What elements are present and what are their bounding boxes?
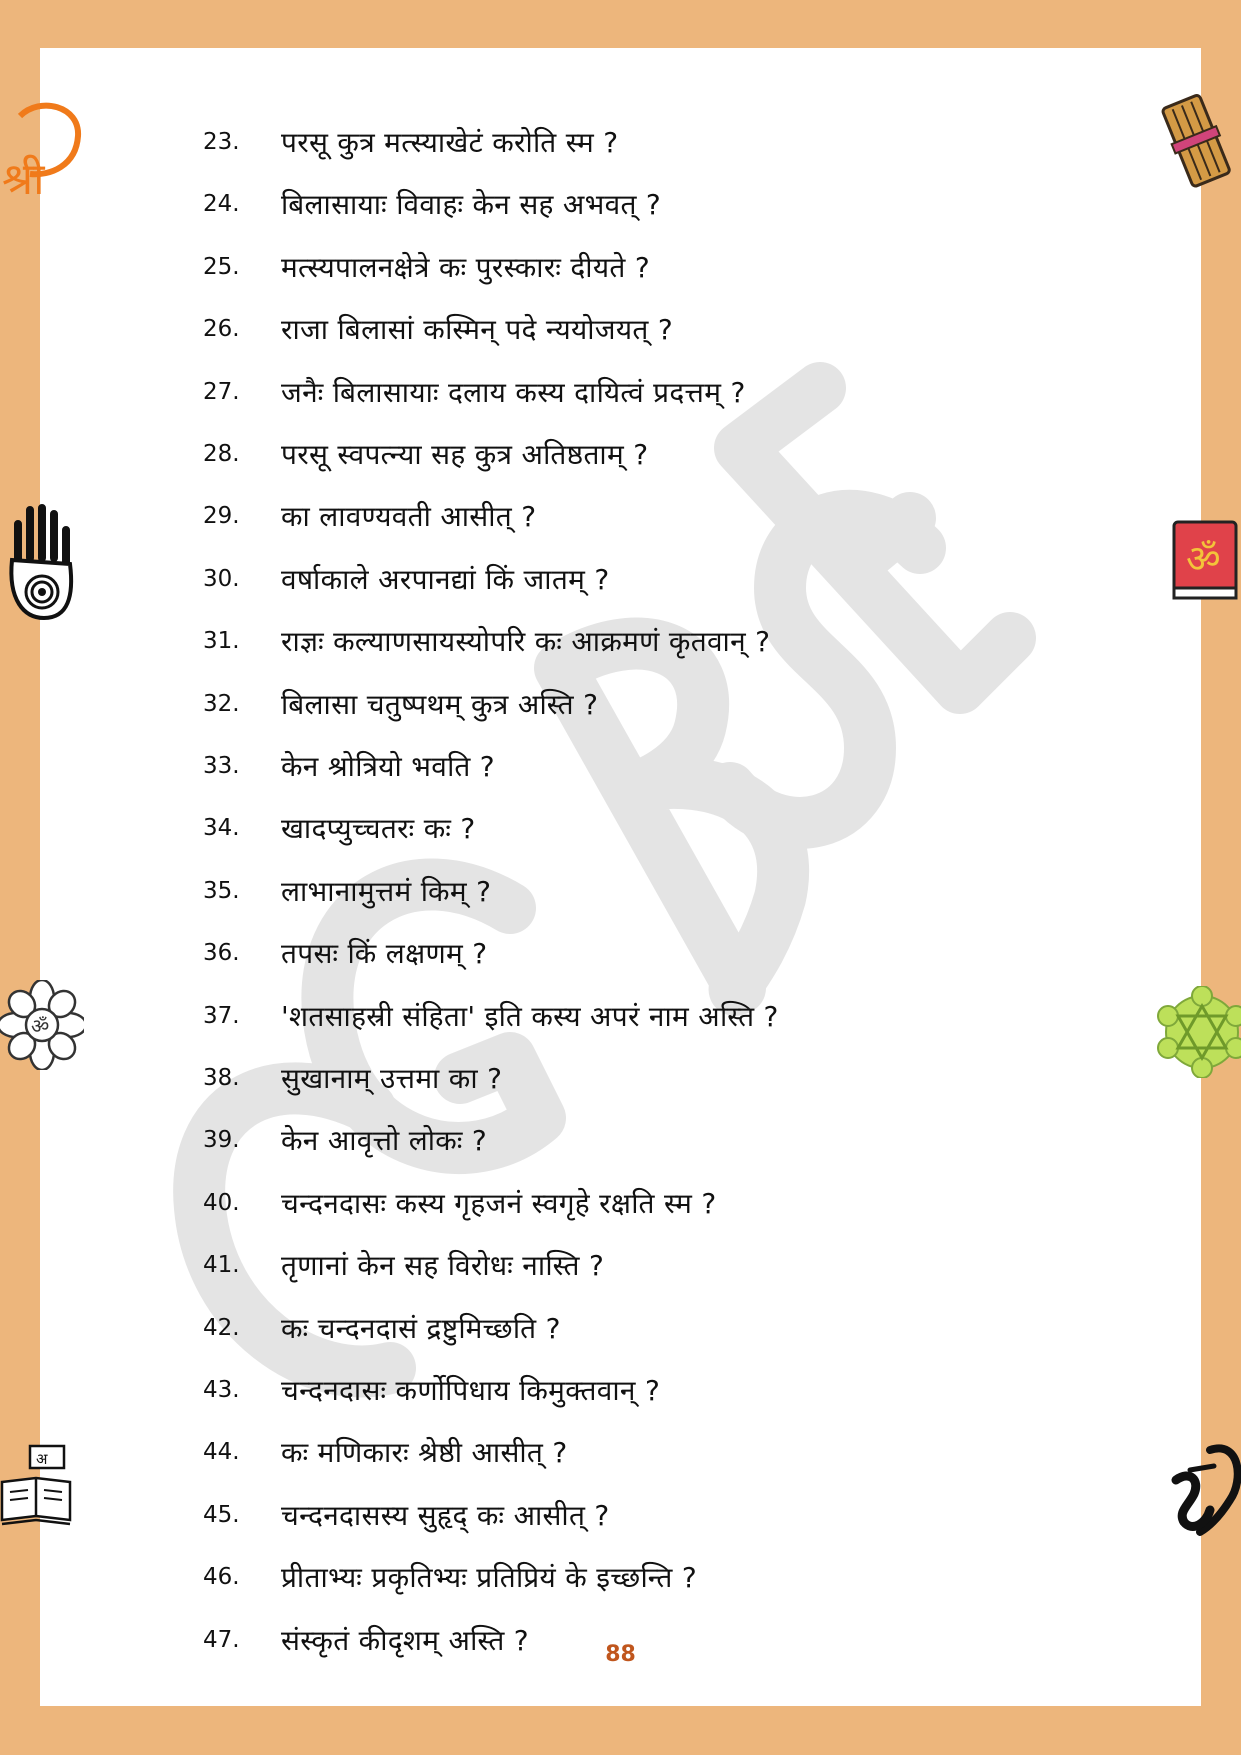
question-text: खादप्युच्चतरः कः ?	[281, 812, 476, 846]
question-item	[203, 301, 673, 357]
question-text: 'शतसाहस्री संहिता' इति कस्य अपरं नाम अस्ति ?	[281, 999, 779, 1033]
question-number: 30.	[203, 565, 240, 592]
question-item	[203, 925, 487, 981]
question-text: लाभानामुत्तमं किम् ?	[281, 874, 492, 908]
scroll-icon	[1158, 90, 1238, 190]
question-item	[203, 1300, 561, 1356]
question-number: 43.	[203, 1377, 240, 1403]
question-item	[203, 1050, 502, 1106]
question-number: 39.	[203, 1127, 240, 1154]
question-number: 35.	[203, 877, 240, 904]
question-text: राजा बिलासां कस्मिन् पदे न्ययोजयत् ?	[281, 313, 674, 347]
question-item	[203, 988, 779, 1044]
question-number: 47.	[203, 1626, 240, 1653]
question-text: परसू कुत्र मत्स्याखेटं करोति स्म ?	[281, 126, 619, 159]
question-number: 31.	[203, 628, 240, 655]
question-text: सुखानाम् उत्तमा का ?	[281, 1062, 503, 1095]
question-number: 41.	[203, 1252, 240, 1279]
question-number: 45.	[203, 1501, 240, 1528]
question-item	[203, 676, 598, 732]
question-item	[203, 800, 476, 856]
question-text: कः मणिकारः श्रेष्ठी आसीत् ?	[281, 1436, 568, 1470]
question-item	[203, 1237, 604, 1293]
page-number: 88	[605, 1642, 636, 1667]
question-number: 24.	[203, 191, 240, 218]
question-number: 26.	[203, 316, 240, 343]
question-number: 40.	[203, 1189, 240, 1216]
question-number: 37.	[203, 1002, 240, 1029]
question-item	[203, 613, 770, 669]
question-text: केन आवृत्तो लोकः ?	[281, 1124, 488, 1158]
page	[40, 48, 1201, 1706]
question-text: बिलासा चतुष्पथम् कुत्र अस्ति ?	[281, 687, 599, 721]
question-number: 34.	[203, 815, 240, 842]
question-number: 44.	[203, 1439, 240, 1466]
book-icon	[0, 1444, 74, 1528]
question-text: बिलासायाः विवाहः केन सह अभवत् ?	[281, 188, 662, 222]
question-text: राज्ञः कल्याणसायस्योपरि कः आक्रमणं कृतवान् ?	[281, 625, 771, 659]
question-item	[203, 364, 746, 420]
question-item	[203, 863, 491, 919]
question-item	[203, 1362, 660, 1418]
question-item	[203, 426, 648, 482]
question-text: प्रीताभ्यः प्रकृतिभ्यः प्रतिप्रियं के इच्छन्ति ?	[281, 1561, 697, 1595]
question-item	[203, 239, 650, 295]
om-lotus-icon	[0, 980, 84, 1070]
question-text: चन्दनदासः कस्य गृहजनं स्वगृहे रक्षति स्म ?	[281, 1186, 717, 1220]
question-item	[203, 1424, 568, 1480]
question-number: 28.	[203, 441, 240, 467]
question-number: 23.	[203, 129, 240, 155]
shri-icon	[0, 96, 84, 206]
question-text: का लावण्यवती आसीत् ?	[281, 500, 537, 534]
question-text: चन्दनदासः कर्णोपिधाय किमुक्तवान् ?	[281, 1374, 661, 1407]
question-text: तपसः किं लक्षणम् ?	[281, 937, 488, 971]
question-text: मत्स्यपालनक्षेत्रे कः पुरस्कारः दीयते ?	[281, 250, 651, 284]
question-number: 38.	[203, 1065, 240, 1091]
question-text: वर्षाकाले अरपानद्यां किं जातम् ?	[281, 562, 610, 596]
om-glyph: ॐ	[31, 1014, 50, 1038]
question-text: चन्दनदासस्य सुहृद् कः आसीत् ?	[281, 1498, 610, 1532]
question-item	[203, 1112, 487, 1168]
question-text: परसू स्वपत्न्या सह कुत्र अतिष्ठताम् ?	[281, 438, 649, 471]
question-item	[203, 738, 495, 794]
question-item	[203, 1487, 610, 1543]
question-number: 42.	[203, 1314, 240, 1341]
question-text: संस्कृतं कीदृशम् अस्ति ?	[281, 1623, 529, 1657]
hand-icon	[4, 500, 76, 620]
question-item	[203, 176, 661, 232]
chakra-icon	[1154, 986, 1241, 1078]
shri-calligraphy-icon	[1170, 1440, 1241, 1540]
question-list	[40, 48, 1201, 1706]
om-book-glyph: ॐ	[1186, 537, 1221, 581]
om-book-icon	[1170, 518, 1240, 602]
question-item	[203, 1549, 697, 1605]
question-number: 46.	[203, 1564, 240, 1591]
question-text: केन श्रोत्रियो भवति ?	[281, 750, 495, 783]
question-text: कः चन्दनदासं द्रष्टुमिच्छति ?	[281, 1311, 561, 1345]
question-number: 27.	[203, 378, 240, 405]
question-text: जनैः बिलासायाः दलाय कस्य दायित्वं प्रदत्तम् ?	[281, 375, 746, 409]
question-item	[203, 488, 536, 544]
question-number: 36.	[203, 940, 240, 967]
question-number: 32.	[203, 690, 240, 717]
shri-glyph: श्री	[2, 154, 45, 205]
question-item	[203, 551, 610, 607]
question-item	[203, 114, 618, 170]
question-item	[203, 1175, 717, 1231]
question-number: 25.	[203, 253, 240, 280]
question-text: तृणानां केन सह विरोधः नास्ति ?	[281, 1249, 605, 1283]
question-number: 29.	[203, 503, 240, 530]
question-number: 33.	[203, 753, 240, 779]
book-glyph: अ	[36, 1450, 48, 1468]
